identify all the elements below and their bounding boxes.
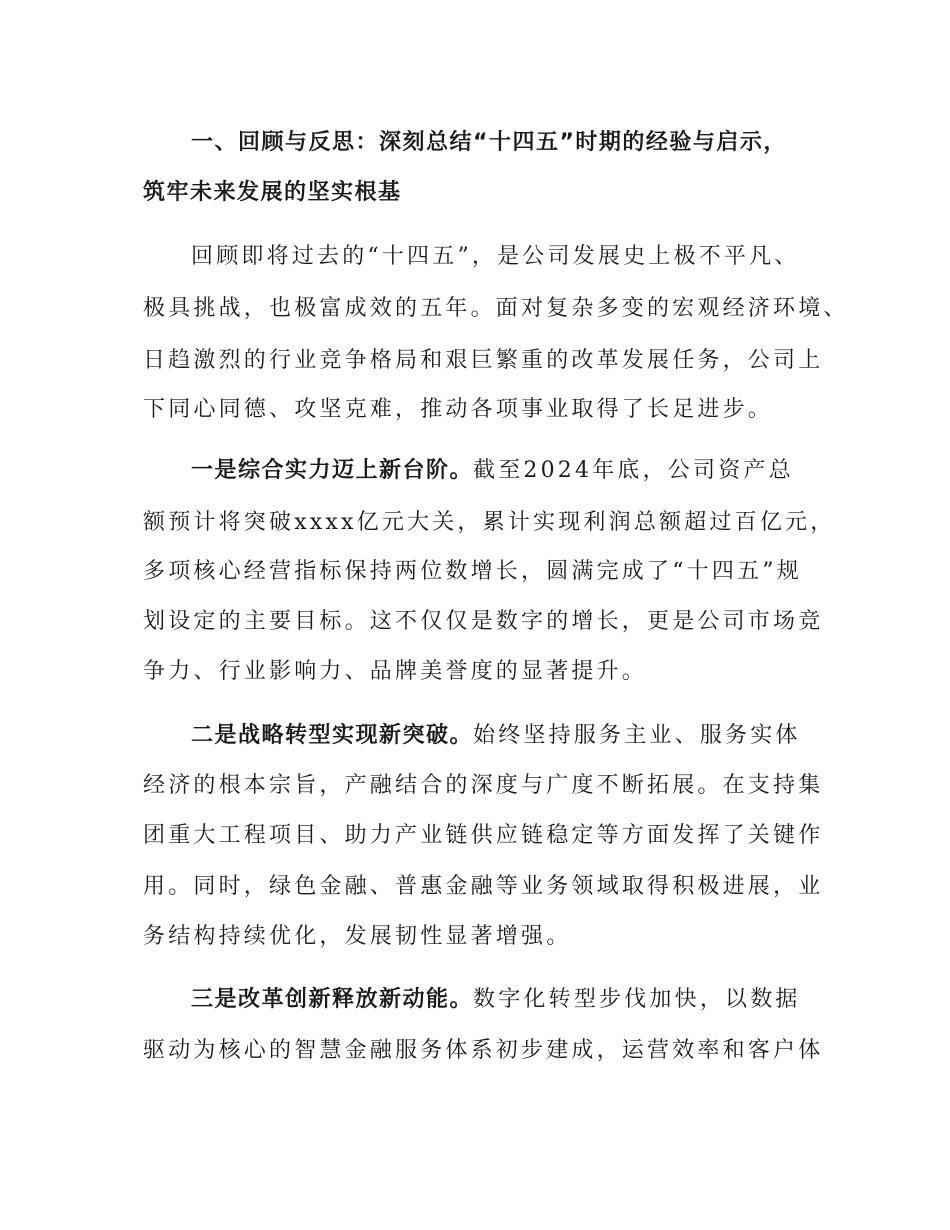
- point1-line-5: 争力、行业影响力、品牌美誉度的显著提升。: [143, 659, 648, 684]
- point2-first-rest: 始终坚持服务主业、服务实体: [473, 723, 801, 748]
- point3-first-rest: 数字化转型步伐加快，以数据: [473, 987, 801, 1012]
- point1-first-line: [191, 456, 794, 486]
- intro-line-3: 日趋激烈的行业竞争格局和艰巨繁重的改革发展任务，公司上: [143, 348, 824, 373]
- point2-line-4: 用。同时，绿色金融、普惠金融等业务领域取得积极进展，业: [143, 874, 824, 899]
- point1-line-2: 额预计将突破xxxx亿元大关，累计实现利润总额超过百亿元，: [143, 510, 836, 535]
- point2-first-line: [191, 721, 801, 751]
- intro-line-4: 下同心同德、攻坚克难，推动各项事业取得了长足进步。: [143, 397, 774, 422]
- point3-line-2: 驱动为核心的智慧金融服务体系初步建成，运营效率和客户体: [143, 1038, 824, 1063]
- point1-first-rest: 截至2024年底，公司资产总: [473, 458, 794, 483]
- point3-first-line: [191, 985, 801, 1015]
- intro-line-1: 回顾即将过去的“十四五”，是公司发展史上极不平凡、: [191, 244, 800, 269]
- point2-line-3: 团重大工程项目、助力产业链供应链稳定等方面发挥了关键作: [143, 823, 824, 848]
- point2-lead: 二是战略转型实现新突破。: [191, 723, 474, 748]
- intro-line-2: 极具挑战，也极富成效的五年。面对复杂多变的宏观经济环境、: [143, 296, 849, 321]
- point1-line-3: 多项核心经营指标保持两位数增长，圆满完成了“十四五”规: [143, 559, 802, 584]
- point1-lead: 一是综合实力迈上新台阶。: [191, 458, 474, 483]
- point1-line-4: 划设定的主要目标。这不仅仅是数字的增长，更是公司市场竞: [143, 609, 824, 634]
- point3-lead: 三是改革创新释放新动能。: [191, 987, 474, 1012]
- section-heading-line-2: 筑牢未来发展的坚实根基: [143, 180, 402, 205]
- point2-line-5: 务结构持续优化，发展韧性显著增强。: [143, 924, 572, 949]
- point2-line-2: 经济的根本宗旨，产融结合的深度与广度不断拓展。在支持集: [143, 773, 824, 798]
- section-heading-line-1: 一、回顾与反思：深刻总结“十四五”时期的经验与启示，: [191, 130, 787, 155]
